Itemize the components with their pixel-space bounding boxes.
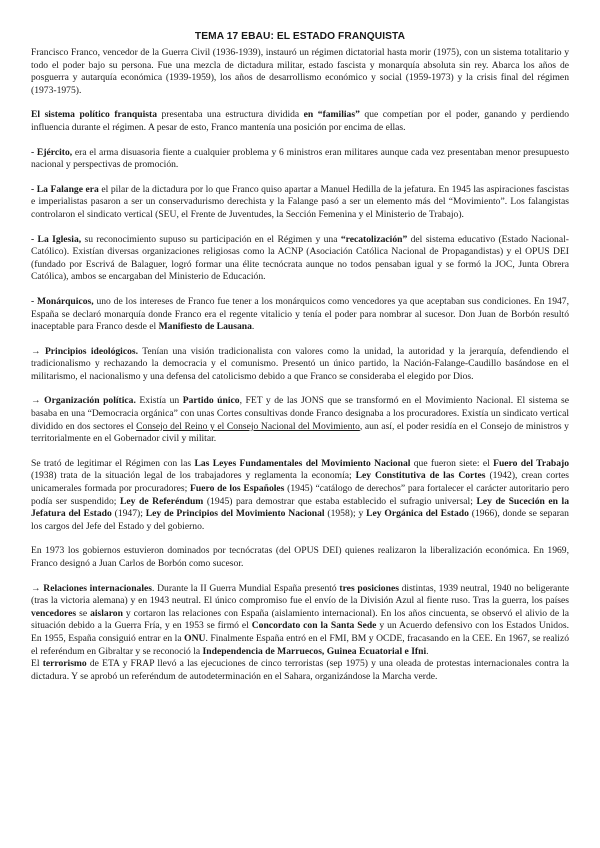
monarchists-paragraph: - Monárquicos, uno de los intereses de Franco fue tener a los monárquicos como vencedores ya que aceptaban sus condiciones. En 1947, España se declaró monarquía donde Franco era el regente vitalicio y tenía el poder para nombrar al sucesor. Don Juan de Borbón resultó inaceptable para Franco desde el Manifiesto de Lausana. bbox=[31, 295, 570, 333]
bold-term: Las Leyes Fundamentales del Movimiento Nacional bbox=[194, 457, 411, 469]
army-paragraph: - Ejército, era el arma disuasoria fiente a cualquier problema y 6 ministros eran militares aunque cada vez presentaban menor presupuesto nacional y perspectivas de promoción. bbox=[31, 146, 570, 171]
bold-term: Fuero del Trabajo bbox=[493, 457, 570, 469]
bold-term: → Principios ideológicos. bbox=[31, 345, 139, 357]
intro-paragraph: Francisco Franco, vencedor de la Guerra Civil (1936-1939), instauró un régimen dictatorial hasta morir (1975), con un sistema totalitario y todo el poder bajo su persona. Fue una mezcla de dictadura militar, estado fascista y monarquía absoluta sin rey. Abarca los años de posguerra y autarquía económica (1939-1959), los años de desarrollismo económico y social (1959-1973) y la crisis final del régimen (1973-1975). bbox=[31, 47, 569, 96]
church-paragraph: - La Iglesia, su reconocimiento supuso su participación en el Régimen y una “recatolización” del sistema educativo (Estado Nacional-Católico). Existían diversas organizaciones religiosas como la ACNP (Asociación Católica Nacional de Propagandistas) y el OPUS DEI (fundado por Escrivá de Balaguer, logró formar una élite tecnócrata aunque no todos pensaban igual y se formó la JOC, Junta Obrera Católica), ambos se encargaban del Ministerio de Educación. bbox=[31, 233, 569, 283]
political-system-paragraph: El sistema político franquista presentaba una estructura dividida en “familias” que competían por el poder, ganando y perdiendo influencia durante el régimen. A pesar de esto, Franco mantenía una posición por encima de ellas. bbox=[31, 109, 569, 133]
bold-term: → Relaciones internacionales bbox=[31, 582, 153, 594]
bold-term: - Monárquicos, bbox=[31, 295, 94, 307]
bold-term: en “familias” bbox=[303, 109, 360, 121]
bold-term: Fuero de los Españoles bbox=[190, 483, 285, 495]
bold-term: Ley Orgánica del Estado bbox=[366, 508, 469, 520]
page-title: TEMA 17 EBAU: EL ESTADO FRANQUISTA bbox=[194, 31, 406, 42]
bold-term: → Organización política. bbox=[31, 395, 136, 407]
political-organization-paragraph: → Organización política. Existía un Partido único, FET y de las JONS que se transformó en el Movimiento Nacional. El sistema se basaba en una “Democracia orgánica” con unas Cortes consultivas donde Franco designaba a los procuradores. Existía un sindicato vertical dividido en dos sectores el Consejo del Reino y el Consejo Nacional del Movimiento, aun así, el poder residía en el Consejo de ministros y territorialmente en el Gobernador civil y militar. bbox=[31, 395, 569, 445]
bold-term: - La Iglesia, bbox=[31, 233, 82, 245]
bold-term: Manifiesto de Lausana bbox=[158, 321, 252, 333]
bold-term: Independencia de Marruecos, Guinea Ecuatorial e Ifni bbox=[202, 645, 427, 657]
bold-term: Ley de Suceción en la Jefatura del Estado bbox=[31, 495, 569, 520]
bold-term: Ley de Referéndum bbox=[120, 495, 204, 507]
ideological-principles-paragraph: → Principios ideológicos. Tenían una visión tradicionalista con valores como la unidad, la autoridad y la jerarquía, defendiendo el tradicionalismo y rechazando la democracia y el comunismo. Presentó un único partido, la Nación-Falange-Caudillo basándose en el militarismo, el nacionalismo y una defensa del catolicismo debido a que Franco se consideraba el elegido por Dios. bbox=[31, 345, 569, 382]
bold-term: - Ejército, bbox=[31, 146, 73, 158]
bold-term: vencedores bbox=[31, 607, 77, 619]
technocrats-paragraph: En 1973 los gobiernos estuvieron dominados por tecnócratas (del OPUS DEI) quienes realizaron la liberalización económica. En 1969, Franco designó a Juan Carlos de Borbón como sucesor. bbox=[31, 545, 569, 569]
bold-term: terrorismo bbox=[42, 658, 87, 670]
bold-term: tres posiciones bbox=[339, 582, 399, 594]
bold-term: Ley Constitutiva de las Cortes bbox=[355, 470, 486, 482]
bold-term: Concordato con la Santa Sede bbox=[251, 620, 377, 632]
international-relations-paragraph: → Relaciones internacionales. Durante la II Guerra Mundial España presentó tres posiciones distintas, 1939 neutral, 1940 no beligerante (tras la victoria alemana) y en 1943 neutral. El único compromiso fue el envío de la División Azul al fiente ruso. Tras la guerra, los países vencedores se aislaron y cortaron las relaciones con España (aislamiento internacional). En los años cincuenta, se observó el alivio de la situación debido a la Guerra Fría, y en 1953 se firmó el Concordato con la Santa Sede y un Acuerdo defensivo con los Estados Unidos. En 1955, España consiguió entrar en la ONU. Finalmente España entró en el FMI, BM y OCDE, fracasando en la CEE. En 1967, se realizó el referéndum en Gibraltar y se reconoció la Independencia de Marruecos, Guinea Ecuatorial e Ifni. bbox=[31, 582, 570, 657]
bold-term: “recatolización” bbox=[340, 233, 408, 245]
bold-term: Ley de Principios del Movimiento Nacional bbox=[145, 508, 325, 520]
falange-paragraph: - La Falange era el pilar de la dictadura por lo que Franco quiso apartar a Manuel Hedilla de la jefatura. En 1945 las aspiraciones fascistas e imperialistas pasaron a ser un conservadurismo derechista y la Falange pasó a ser un elemento más del “Movimiento”. Los falangistas controlaron el sindicato vertical (SEU, el Frente de Juventudes, la Sección Femenina y el Ministerio de Trabajo). bbox=[31, 183, 569, 220]
bold-term: - La Falange era bbox=[31, 183, 99, 195]
fundamental-laws-paragraph: Se trató de legitimar el Régimen con las Las Leyes Fundamentales del Movimiento Nacional que fueron siete: el Fuero del Trabajo (1938) trata de la situación legal de los trabajadores y reglamenta la economía; Ley Constitutiva de las Cortes (1942), crean cortes unicamerales formada por procuradores; Fuero de los Españoles (1945) “catálogo de derechos” para fortalecer el carácter autoritario pero podía ser suspendido; Ley de Referéndum (1945) para demostrar que estaba establecido el sufragio universal; Ley de Suceción en la Jefatura del Estado (1947); Ley de Principios del Movimiento Nacional (1958); y Ley Orgánica del Estado (1966), donde se separan los cargos del Jefe del Estado y del gobierno. bbox=[31, 457, 570, 532]
bold-term: Partido único bbox=[182, 395, 240, 407]
bold-term: El sistema político franquista bbox=[31, 109, 157, 121]
bold-term: ONU bbox=[184, 632, 206, 644]
bold-term: aislaron bbox=[90, 607, 123, 619]
underlined-term: Consejo del Reino y el Consejo Nacional del Movimiento bbox=[136, 420, 360, 432]
terrorism-paragraph: El terrorismo de ETA y FRAP llevó a las ejecuciones de cinco terroristas (sep 1975) y una oleada de protestas internacionales contra la dictadura. Y se aprobó un referéndum de autodeterminación en el Sahara, organizándose la Marcha verde. bbox=[31, 658, 569, 682]
